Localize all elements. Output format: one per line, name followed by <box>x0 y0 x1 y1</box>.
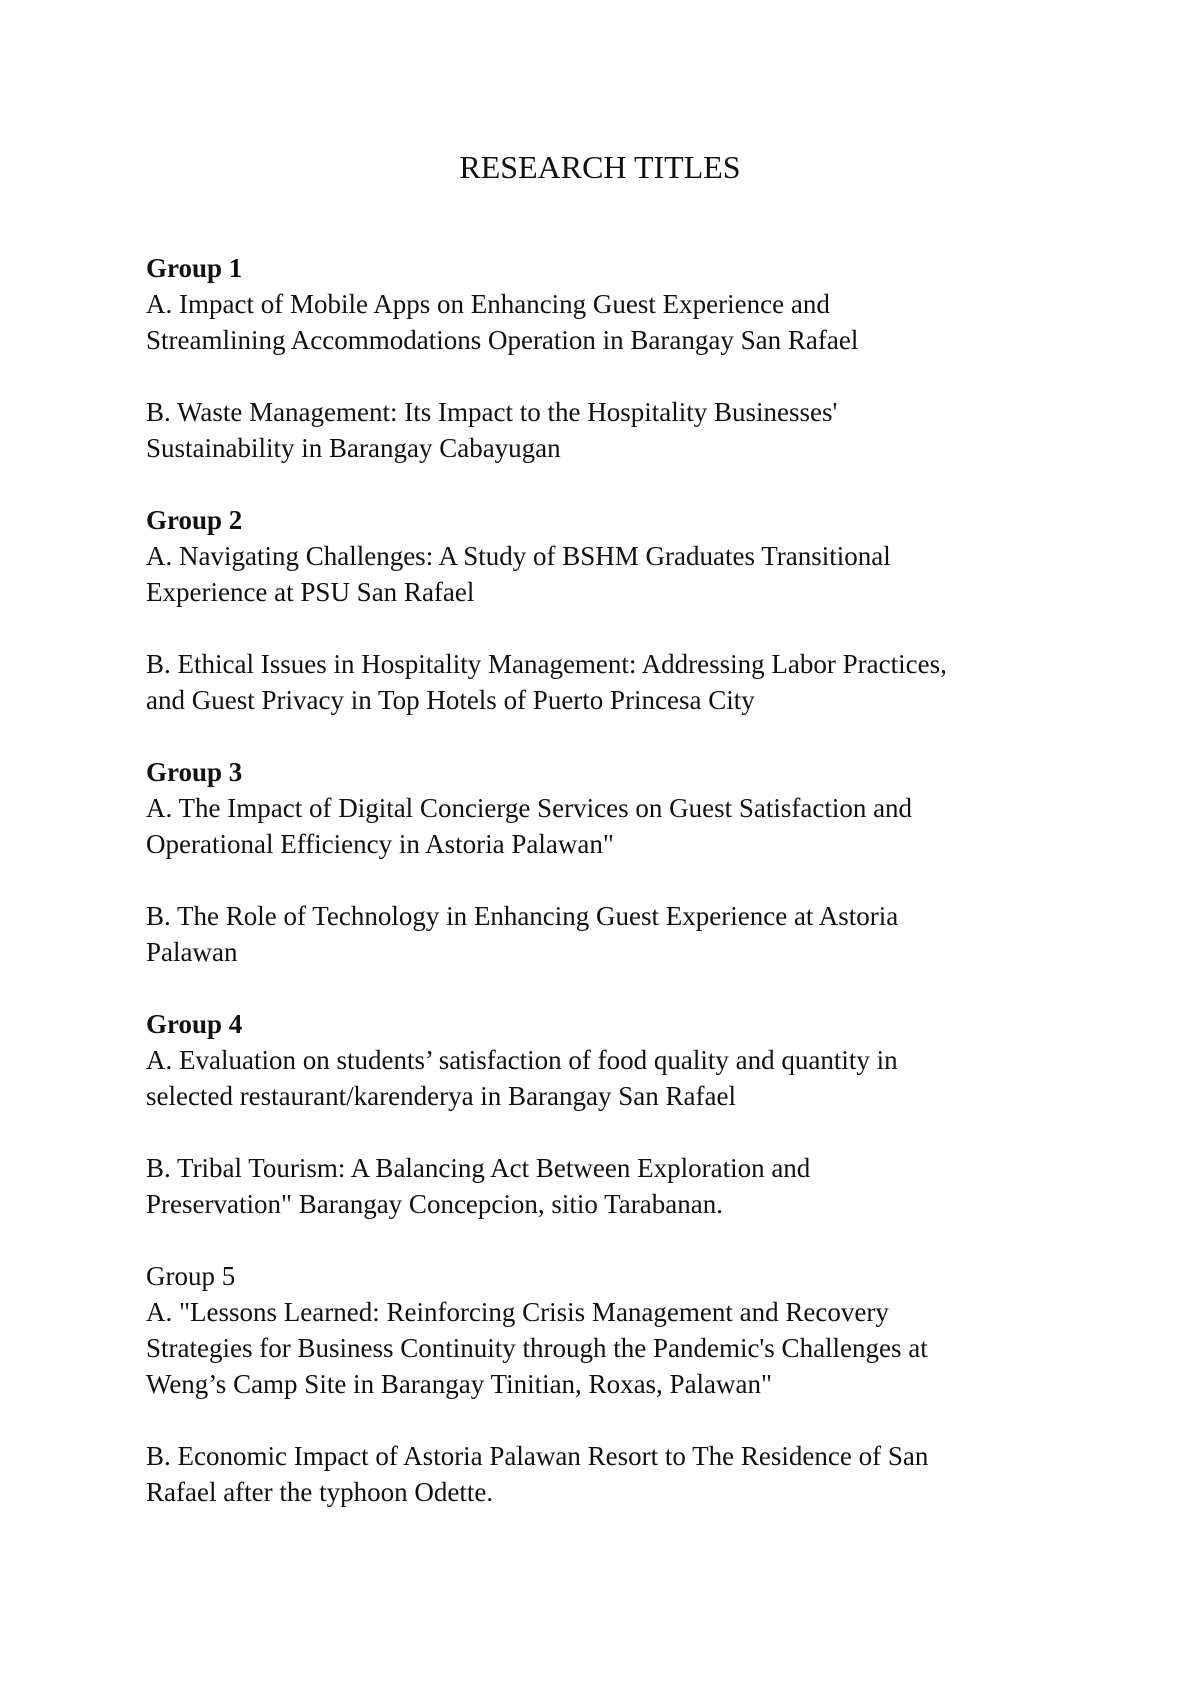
group-heading: Group 5 <box>146 1261 236 1291</box>
research-title-entry: B. Tribal Tourism: A Balancing Act Between Exploration and Preservation" Barangay Concepcion, sitio Tarabanan. <box>146 1153 811 1219</box>
research-title-entry: A. Evaluation on students’ satisfaction of food quality and quantity in selected restaurant/karenderya in Barangay San Rafael <box>146 1045 898 1111</box>
group-1-section <box>146 250 1086 466</box>
group-4-section <box>146 1006 1086 1222</box>
document-title: RESEARCH TITLES <box>459 149 741 185</box>
research-title-entry: B. Waste Management: Its Impact to the Hospitality Businesses' Sustainability in Barangay Cabayugan <box>146 397 838 463</box>
group-5-section <box>146 1258 1086 1510</box>
group-heading: Group 1 <box>146 253 243 283</box>
research-title-entry: B. Economic Impact of Astoria Palawan Resort to The Residence of San Rafael after the typhoon Odette. <box>146 1441 929 1507</box>
research-title-entry: A. Impact of Mobile Apps on Enhancing Guest Experience and Streamlining Accommodations Operation in Barangay San Rafael <box>146 289 859 355</box>
group-3-section <box>146 754 1086 970</box>
research-title-entry: A. "Lessons Learned: Reinforcing Crisis Management and Recovery Strategies for Business Continuity through the Pandemic's Challenges at Weng’s Camp Site in Barangay Tinitian, Roxas, Palawan" <box>146 1297 928 1399</box>
document-body <box>146 250 1086 1546</box>
research-title-entry: B. The Role of Technology in Enhancing Guest Experience at Astoria Palawan <box>146 901 899 967</box>
group-heading: Group 4 <box>146 1009 243 1039</box>
group-2-section <box>146 502 1086 718</box>
research-title-entry: A. Navigating Challenges: A Study of BSHM Graduates Transitional Experience at PSU San Rafael <box>146 541 891 607</box>
research-title-entry: A. The Impact of Digital Concierge Services on Guest Satisfaction and Operational Efficiency in Astoria Palawan" <box>146 793 913 859</box>
research-title-entry: B. Ethical Issues in Hospitality Management: Addressing Labor Practices, and Guest Privacy in Top Hotels of Puerto Princesa City <box>146 649 947 715</box>
group-heading: Group 3 <box>146 757 243 787</box>
group-heading: Group 2 <box>146 505 243 535</box>
